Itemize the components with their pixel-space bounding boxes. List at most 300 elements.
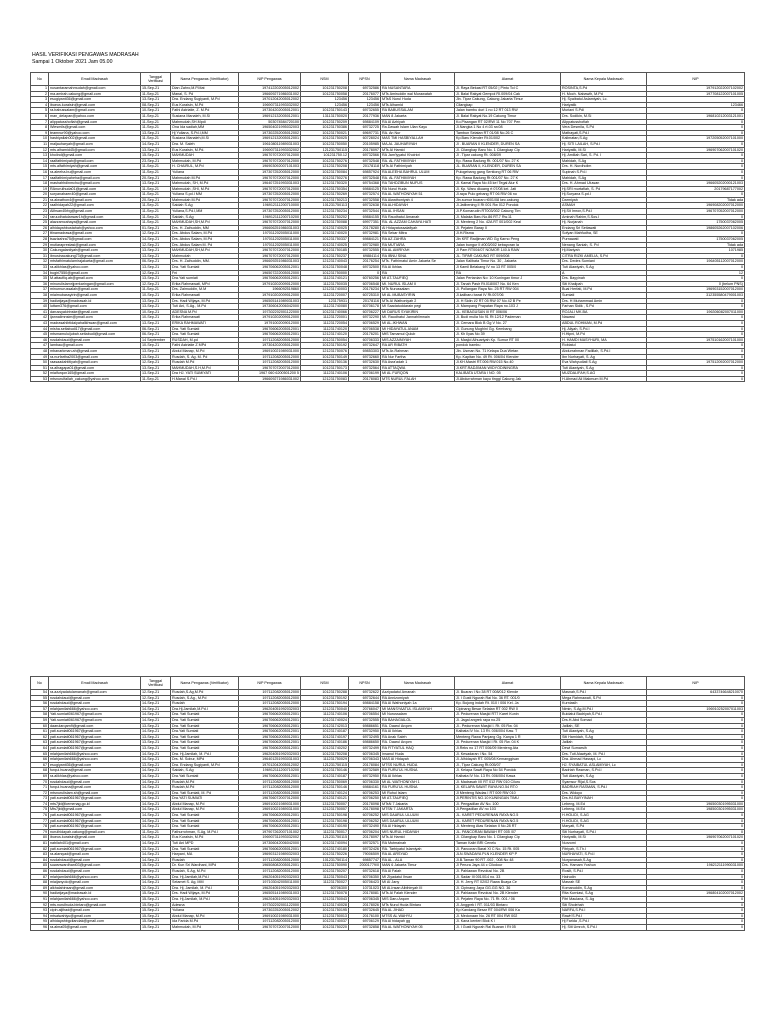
cell-nsm: 101231740186 — [301, 740, 349, 746]
cell-no: 13 — [31, 153, 49, 159]
cell-npsn: 20177936 — [349, 113, 381, 119]
cell-date: 12-Sep-21 — [141, 270, 171, 276]
cell-email: rusdahdaud@gmail.com — [49, 337, 141, 343]
cell-supervisor: Rusdah — [171, 701, 239, 707]
cell-no: 56 — [31, 701, 49, 707]
cell-nip: 0 — [647, 365, 745, 371]
cell-date: 20-Sep-21 — [141, 175, 171, 181]
cell-supervisor: H. CHAIRUL, M.Pd — [171, 164, 239, 170]
cell-madrasah-name: RA Raudhatul Amanah — [381, 214, 455, 220]
cell-supervisor-nip: 197112082005012000 — [239, 695, 301, 701]
cell-supervisor: Fathi Astriatie, Z. M.Pd — [171, 108, 239, 114]
cell-email: madrasahibtidaiyahalikhwan@gmail.com — [49, 320, 141, 326]
cell-address: JLN.SWADAYA PLN KLENDER KP P — [455, 852, 561, 858]
cell-no: 3 — [31, 97, 49, 103]
cell-nip: 0 — [647, 824, 745, 830]
cell-no: 39 — [31, 298, 49, 304]
cell-supervisor: Dra. Yati Sumiati — [171, 740, 239, 746]
cell-email: mtsmamuluijubah.setiabudi@gmail.com — [49, 332, 141, 338]
cell-no: 38 — [31, 292, 49, 298]
cell-date: 06-Sep-21 — [141, 332, 171, 338]
cell-date: 15-Sep-21 — [141, 913, 171, 919]
cell-date: 13-Sep-21 — [141, 304, 171, 310]
cell-no: 27 — [31, 231, 49, 237]
cell-supervisor-nip: 197302252005012002 — [239, 130, 301, 136]
cell-date: 13-Sep-21 — [141, 740, 171, 746]
cell-supervisor: Drs. M. Sobur, MPd — [171, 757, 239, 763]
col-header: Tanggal Verifikasi — [141, 73, 171, 86]
cell-npsn: 60706253 — [349, 790, 381, 796]
cell-madrasah-name: RA AZ ZAHRA — [381, 237, 455, 243]
cell-address: Jl. Pejaten Raya No. 71 Rt. 001 / 06 — [455, 896, 561, 902]
cell-nip: 0 — [647, 343, 745, 349]
cell-nsm: 101231750050 — [301, 141, 349, 147]
cell-nsm: 101231750146 — [301, 785, 349, 791]
cell-date: 11-Sep-21 — [141, 186, 171, 192]
cell-madrasah-name: MI AI Jany — [381, 880, 455, 886]
cell-supervisor-nip: 196912132005012001 — [239, 113, 301, 119]
cell-date: 11-Sep-21 — [141, 829, 171, 835]
cell-date: 11-Sep-21 — [141, 203, 171, 209]
col-header: Nama Kepala Madrasah — [561, 677, 647, 690]
cell-date: 15-Sep-21 — [141, 908, 171, 914]
cell-nsm: 121231750078 — [301, 891, 349, 897]
cell-email: man_delapan@yahoo.com — [49, 113, 141, 119]
cell-no: 40 — [31, 304, 49, 310]
cell-nsm: 101231750207 — [301, 869, 349, 875]
cell-npsn: 69884114 — [349, 253, 381, 259]
cell-supervisor: Rusdah, S. Ag. M. Pd — [171, 354, 239, 360]
cell-supervisor: Hj Yuliana, S.Pd.I,MM — [171, 130, 239, 136]
cell-supervisor-nip: 196706062005012001 — [239, 723, 301, 729]
cell-madrasah-name: Al Hidayatussalafiyah — [381, 225, 455, 231]
cell-date: 10-Sep-21 — [141, 108, 171, 114]
cell-no: 10 — [31, 136, 49, 142]
cell-email: miaimubassyirin@gmail.com — [49, 292, 141, 298]
cell-supervisor-nip: 196707072007012000 — [239, 153, 301, 159]
cell-nip: 0 — [647, 169, 745, 175]
cell-no: 90 — [31, 891, 49, 897]
cell-no: 26 — [31, 225, 49, 231]
cell-nip: 0 — [647, 729, 745, 735]
cell-email: mts.nurulhuda.bintaro@gmail.com — [49, 902, 141, 908]
cell-madrasah-name: RA Al hidayah gg — [381, 919, 455, 925]
cell-madrasah-name: RA AL JIHAD — [381, 908, 455, 914]
cell-no: 64 — [31, 745, 49, 751]
cell-madrasah-name: MI AT-TAUFIEQ — [381, 276, 455, 282]
cell-npsn: 69732645 — [349, 908, 381, 914]
cell-supervisor-nip: 196707072007012000 — [239, 197, 301, 203]
cell-nsm: 131231750007 — [301, 801, 349, 807]
cell-madrasah-name: MAS AI Hidayah — [381, 757, 455, 763]
cell-supervisor-nip: 196706062005012001 — [239, 745, 301, 751]
cell-npsn: 69884161 — [349, 785, 381, 791]
cell-madrasah-name: MTSN 7 JAKARTA — [381, 807, 455, 813]
cell-email: mts7jkt@kemenag.go.id — [49, 801, 141, 807]
cell-headmaster: Alippatusshofiah — [561, 119, 647, 125]
cell-nsm: 101231750226 — [301, 852, 349, 858]
cell-email: yati.sumiati061967@gmail.com — [49, 729, 141, 735]
verification-table-1 — [30, 72, 745, 382]
cell-nip: 312355580479001003 — [647, 292, 745, 298]
cell-no: 33 — [31, 265, 49, 271]
cell-nip: 0 — [647, 348, 745, 354]
cell-supervisor-nip: 196609271986031002 — [239, 91, 301, 97]
cell-madrasah-name: RA AL ARSYAD — [381, 852, 455, 858]
cell-headmaster: MUZDALIFAH,S.AG — [561, 371, 647, 377]
cell-supervisor: Abdul Manap, M.Pd — [171, 348, 239, 354]
cell-madrasah-name: RA Al Hidayah — [381, 824, 455, 830]
cell-email: daarularqam9@gmail.com — [49, 723, 141, 729]
cell-supervisor-nip: 196706062005012001 — [239, 818, 301, 824]
cell-no: 36 — [31, 281, 49, 287]
cell-supervisor: Rusdah, S.Ag, M.Pd — [171, 869, 239, 875]
cell-headmaster: Hj.Sit Imron,S.Pd.I — [561, 209, 647, 215]
cell-nsm: 101231740202 — [301, 745, 349, 751]
cell-supervisor-nip: 196707072007012000 — [239, 253, 301, 259]
cell-supervisor: Dra. Yati Sumiati — [171, 818, 239, 824]
cell-npsn: 20176077 — [349, 91, 381, 97]
cell-no: 79 — [31, 829, 49, 835]
cell-address: Jl. Buaran I No 38 RT 008/012 Klende — [455, 690, 561, 696]
cell-npsn: 20176201 — [349, 332, 381, 338]
cell-nip: 0 — [647, 908, 745, 914]
cell-email: hasbiyallah002@gmail.com — [49, 136, 141, 142]
cell-supervisor: Fathi Astriatie Z MPd — [171, 343, 239, 349]
cell-madrasah-name: RA BABUSSALAM — [381, 108, 455, 114]
cell-email: rusdahdaud@gmail.com — [49, 701, 141, 707]
cell-supervisor-nip: 197907262007101002 — [239, 829, 301, 835]
cell-supervisor: Dra. Yati Sumiati — [171, 326, 239, 332]
cell-madrasah-name: MTS NURUL FALAH — [381, 376, 455, 382]
cell-headmaster: Farhan Sidik , S.Pd — [561, 304, 647, 310]
cell-nsm: 101231750025 — [301, 136, 349, 142]
cell-npsn: 69886650 — [349, 740, 381, 746]
cell-headmaster: Nimin, S.Ag.M.Pd.I — [561, 706, 647, 712]
cell-headmaster: Vera Desmila, S.Pd — [561, 125, 647, 131]
cell-date: 11-Sep-21 — [141, 287, 171, 293]
cell-address: Jl Menteng Wadas I RT 009 RW 010 — [455, 790, 561, 796]
cell-headmaster: Rawh'S.Pd.I — [561, 913, 647, 919]
cell-supervisor-nip: 196407251993031003 — [239, 181, 301, 187]
cell-nsm: 101231740025 — [301, 242, 349, 248]
cell-date: 14-Sep-21 — [141, 785, 171, 791]
cell-date: 01-Sep-21 — [141, 225, 171, 231]
cell-no: 77 — [31, 818, 49, 824]
cell-nsm: 121231750007 — [301, 807, 349, 813]
cell-supervisor-nip: 196907311993032002 — [239, 835, 301, 841]
cell-address: Jl Pam RT004/07 NOMOR 140 A RAW — [455, 248, 561, 254]
cell-headmaster: Hairudin — [561, 874, 647, 880]
cell-address: Menteng Rawa Panjang Gg. Kanya 1 R — [455, 734, 561, 740]
cell-nsm: 111231740120 — [301, 326, 349, 332]
cell-no: 30 — [31, 248, 49, 254]
cell-npsn: 69732725 — [349, 125, 381, 131]
cell-madrasah-name: MIS Daru Arqom — [381, 896, 455, 902]
cell-npsn: 69732490 — [349, 824, 381, 830]
cell-madrasah-name: MtS Tamamul Qulub — [381, 332, 455, 338]
page-top — [0, 0, 768, 54]
cell-nip: 0 — [647, 304, 745, 310]
cell-email: hadiwijaya@madrasah.id — [49, 298, 141, 304]
cell-supervisor-nip: 197304202005012000 — [239, 343, 301, 349]
cell-madrasah-name: Ra.Dawah Islam Ulan Kayu — [381, 125, 455, 131]
cell-madrasah-name: MIS DAARUL ULUUM — [381, 818, 455, 824]
cell-email: raasaadahtitiyah@gmail.com — [49, 360, 141, 366]
cell-npsn: 60725310 — [349, 292, 381, 298]
cell-headmaster: BADRIAH RASMAN, S.Pd.I — [561, 785, 647, 791]
cell-headmaster: Siti Hamidah, S.Ag — [561, 734, 647, 740]
cell-nip: 0 — [647, 175, 745, 181]
cell-headmaster: Drs.H.Abd Somad — [561, 717, 647, 723]
cell-headmaster: Aminah Rahim,S.Sos.I — [561, 214, 647, 220]
cell-madrasah-name: MI HIDAYATUL ANAM — [381, 326, 455, 332]
cell-date: 15-Sep-21 — [141, 153, 171, 159]
cell-nsm: 121231750115 — [301, 835, 349, 841]
cell-nip: 196306082007011000 — [647, 309, 745, 315]
cell-supervisor: Mahmudah M.Pd — [171, 197, 239, 203]
col-header: Alamat — [455, 677, 561, 690]
cell-date: 11-Sep-21 — [141, 91, 171, 97]
cell-email: mtsfathimatulamirajakarta@gmail.com — [49, 259, 141, 265]
cell-address: Jl. Anggrek I RT. 011/03 Bintaro — [455, 902, 561, 908]
cell-email: ra.alma05@gmail.com — [49, 924, 141, 930]
cell-madrasah-name: RA FURU'UL HUSNA — [381, 785, 455, 791]
cell-nsm: 101231750021 — [301, 130, 349, 136]
cell-nip: 0 — [647, 869, 745, 875]
cell-address: Ko.Pisangan RT 02/RW 11 No 707 Pen — [455, 119, 561, 125]
cell-date: 15-Sep-21 — [141, 86, 171, 92]
cell-email: miaijanyolo@gmail.com — [49, 880, 141, 886]
cell-npsn: 69732426 — [349, 846, 381, 852]
cell-no: 60 — [31, 723, 49, 729]
cell-email: esugiyanti36@gmail.com — [49, 97, 141, 103]
cell-no: 80 — [31, 835, 49, 841]
cell-no: 50 — [31, 360, 49, 366]
cell-address: Jl. Madrasah I/II RT 012 RW 010 Ciluru — [455, 779, 561, 785]
cell-npsn: 69732566 — [349, 153, 381, 159]
cell-madrasah-name: RA. Daarul Arqom — [381, 740, 455, 746]
cell-nsm: 101231750337 — [301, 237, 349, 243]
cell-npsn: 69732574 — [349, 192, 381, 198]
cell-no: 61 — [31, 729, 49, 735]
cell-nip: 0 — [647, 785, 745, 791]
cell-email: ra.alhagapa01@gmail.com — [49, 365, 141, 371]
cell-date: 11-Sep-21 — [141, 220, 171, 226]
cell-email: furqui.huana@gmail.com — [49, 768, 141, 774]
cell-date: 10-Sep-21 — [141, 315, 171, 321]
cell-npsn: 20178097 — [349, 147, 381, 153]
cell-date: 15-Sep-21 — [141, 874, 171, 880]
cell-supervisor-nip: 197302202001122000 — [239, 902, 301, 908]
cell-nsm: 101231750237 — [301, 253, 349, 259]
cell-headmaster: Mahidah, S.Ag — [561, 175, 647, 181]
cell-date: 14 September — [141, 337, 171, 343]
cell-madrasah-name: MI Ruhul Islam — [381, 790, 455, 796]
cell-no: 8 — [31, 125, 49, 131]
cell-madrasah-name: RA BAHAGIALOL — [381, 717, 455, 723]
cell-address: Jl.raya Pulo gebang RT 06 RW 06 no — [455, 192, 561, 198]
cell-npsn: 60706252 — [349, 813, 381, 819]
cell-supervisor-nip: 196706062005012001 — [239, 712, 301, 718]
cell-email: raalfathimiyaheha@gmail.com — [49, 175, 141, 181]
cell-madrasah-name: RA ALHIDAYAH — [381, 203, 455, 209]
cell-date: 10-Sep-21 — [141, 292, 171, 298]
cell-no: 93 — [31, 908, 49, 914]
cell-address: Jl. Pedurenan Masjid RT7 Karet Kunin — [455, 712, 561, 718]
cell-no: 70 — [31, 779, 49, 785]
cell-no: 23 — [31, 209, 49, 215]
col-header: Nama Pengawas (Verifikator) — [171, 73, 239, 86]
cell-address: Jl.KH.Mastri RT.006 RW.015 No.40 — [455, 360, 561, 366]
cell-email: furqui.huana@gmail.com — [49, 785, 141, 791]
cell-no: 55 — [31, 695, 49, 701]
verification-table-2 — [30, 676, 745, 931]
cell-headmaster: Lebeng, M.Ed — [561, 801, 647, 807]
cell-email: rusdahdaud@gmail.com — [49, 869, 141, 875]
cell-nip: 196405112007012000 — [647, 259, 745, 265]
cell-no: 96 — [31, 924, 49, 930]
cell-email: luttam376@gmail.com — [49, 304, 141, 310]
cell-address: Jl. Budi mulia No 91 Rt 12/12 Pademan — [455, 315, 561, 321]
cell-nip: 0 — [647, 315, 745, 321]
cell-date: 14-Sep-21 — [141, 824, 171, 830]
cell-no: 35 — [31, 276, 49, 282]
cell-supervisor-nip: 197011202005011000 — [239, 237, 301, 243]
cell-npsn: 60760256 — [349, 276, 381, 282]
cell-email: rusdahdaud@gmail.com — [49, 695, 141, 701]
cell-nip: 196500301995031000 — [647, 801, 745, 807]
cell-nsm: 101231750386 — [301, 125, 349, 131]
cell-supervisor: MAHMUDAH,S.H,M.Pd — [171, 365, 239, 371]
cell-no: 78 — [31, 824, 49, 830]
cell-nip: 0 — [647, 371, 745, 377]
cell-supervisor-nip: 196706062005012001 — [239, 276, 301, 282]
cell-nsm: 101231750276 — [301, 158, 349, 164]
cell-no: 24 — [31, 214, 49, 220]
cell-nsm: 101231750114 — [301, 857, 349, 863]
cell-supervisor: Drs. Abdus Salam M. Pd — [171, 242, 239, 248]
cell-nsm: 101231750276 — [301, 175, 349, 181]
cell-supervisor: Drs. Hadi Wijaya, M.Pd — [171, 891, 239, 897]
cell-nip: 0 — [647, 896, 745, 902]
cell-madrasah-name: MTs Al Wathoniyah 2 — [381, 298, 455, 304]
cell-headmaster: Drs. Tuti Alawiyah, M. Pd.I — [561, 751, 647, 757]
cell-date: 14-Sep-21 — [141, 706, 171, 712]
cell-madrasah-name: MI MANSYAATUL ISLAMIYAH — [381, 706, 455, 712]
cell-date: 11-Sep-21 — [141, 376, 171, 382]
cell-headmaster: Drs. Widoyo — [561, 790, 647, 796]
cell-madrasah-name: MTs Amiruddin wal Murawatah — [381, 91, 455, 97]
cell-nsm: 111231740080 — [301, 304, 349, 310]
cell-nip: 0 — [647, 857, 745, 863]
cell-nsm: 101231740020 — [301, 231, 349, 237]
cell-no: 7 — [31, 119, 49, 125]
cell-npsn: 60706227 — [349, 309, 381, 315]
cell-no: 65 — [31, 751, 49, 757]
cell-headmaster: H.Ahmad Ali Makmum M.Pd — [561, 376, 647, 382]
cell-npsn: 69732571 — [349, 841, 381, 847]
cell-no: 49 — [31, 354, 49, 360]
cell-nsm: 101231750136 — [301, 360, 349, 366]
cell-nip: 0 — [647, 768, 745, 774]
cell-madrasah-name: RA Sekar Mitra — [381, 231, 455, 237]
cell-nip: 198500301995031000 — [647, 807, 745, 813]
cell-date: 11-Sep-21 — [141, 136, 171, 142]
cell-supervisor-nip: 197307252005012000 — [239, 209, 301, 215]
cell-supervisor: Dr. Kun Sri Wardhani, MPd — [171, 863, 239, 869]
cell-nsm: 101231750113 — [301, 203, 349, 209]
cell-nip: 1750037062005 — [647, 237, 745, 243]
cell-supervisor: Ona Ida sadiah,MM — [171, 125, 239, 131]
cell-madrasah-name: MI Nurussalam — [381, 712, 455, 718]
cell-madrasah-name: RA Jam'iyyatul Khoiriot — [381, 153, 455, 159]
cell-supervisor: Eus Kuraisin, M.Pd — [171, 835, 239, 841]
cell-headmaster: Kurniasih — [561, 701, 647, 707]
cell-nip: 0 — [647, 276, 745, 282]
cell-supervisor: Dra.Yati Sumiati — [171, 729, 239, 735]
cell-madrasah-name: RA Anak Saleh — [381, 734, 455, 740]
cell-madrasah-name: MI AT-TAUFIEQ — [381, 796, 455, 802]
cell-address: Jl. Alhidayah RT. 005/08 Kemanggisan — [455, 757, 561, 763]
cell-nsm: 111231750027 — [301, 880, 349, 886]
cell-madrasah-name: RA Al Wathoniyah 1a — [381, 701, 455, 707]
cell-nsm: 101231740025 — [301, 225, 349, 231]
cell-supervisor: Dra. Hj.Jamilah, M.Pd.I — [171, 896, 239, 902]
table-row — [31, 924, 745, 930]
cell-supervisor: Dra. Yati Sumiati — [171, 846, 239, 852]
cell-supervisor: Erika Rahmawati, MPd — [171, 281, 239, 287]
cell-email: minurulislamrijperkaringan@gmail.com — [49, 281, 141, 287]
cell-address: Jl. Pancoran Barat XI C No. 15 Rt. 005 — [455, 846, 561, 852]
cell-supervisor: Eus Kuraisin, M.Pd — [171, 102, 239, 108]
cell-madrasah-name: MI. Raudhatul Jannahlimnain — [381, 315, 455, 321]
cell-madrasah-name: RA FITYATUL HAQ — [381, 745, 455, 751]
cell-supervisor-nip: 196910021989031000 — [239, 348, 301, 354]
cell-nsm: 101231740187 — [301, 729, 349, 735]
cell-nip: 197912022007102002 — [647, 86, 745, 92]
cell-supervisor: Fni — [171, 270, 239, 276]
cell-date: 11-Sep-21 — [141, 113, 171, 119]
cell-npsn: 69886651 — [349, 723, 381, 729]
cell-nsm: 131131750020 — [301, 113, 349, 119]
cell-npsn: 60706423 — [349, 880, 381, 886]
cell-nsm: 121231740043 — [301, 259, 349, 265]
cell-no: 84 — [31, 857, 49, 863]
cell-madrasah-name: RA AI Ikhlas — [381, 729, 455, 735]
cell-headmaster: Rita Kurniasi, S.Ag — [561, 891, 647, 897]
cell-address: Jl. KELAPA SAWIT RAYA NO.54 RT.0 — [455, 785, 561, 791]
cell-date: 13-Sep-21 — [141, 365, 171, 371]
cell-npsn: 69884125 — [349, 186, 381, 192]
cell-date: 14-Sep-21 — [141, 807, 171, 813]
cell-headmaster: Hj.Mariyah — [561, 248, 647, 254]
cell-address: pondok bambu — [455, 343, 561, 349]
cell-date: 10-Sep-21 — [141, 343, 171, 349]
cell-nip: 0 — [647, 332, 745, 338]
cell-nsm: 101231740121 — [301, 796, 349, 802]
cell-madrasah-name: MTs Ar-Rahman — [381, 348, 455, 354]
cell-address: Cipinang Besar Selatan RT 002 RW 0 — [455, 706, 561, 712]
cell-date: 13-Sep-21 — [141, 371, 171, 377]
cell-nsm: 101231750054 — [301, 337, 349, 343]
cell-date: 13-Sep-21 — [141, 762, 171, 768]
cell-no: 16 — [31, 169, 49, 175]
cell-email: Wiesmils@gmail.com — [49, 125, 141, 131]
cell-supervisor: Dra. Yati Sumiati — [171, 712, 239, 718]
cell-date: 14-Sep-21 — [141, 801, 171, 807]
cell-email: yati.sumiati061967@gmail.com — [49, 740, 141, 746]
